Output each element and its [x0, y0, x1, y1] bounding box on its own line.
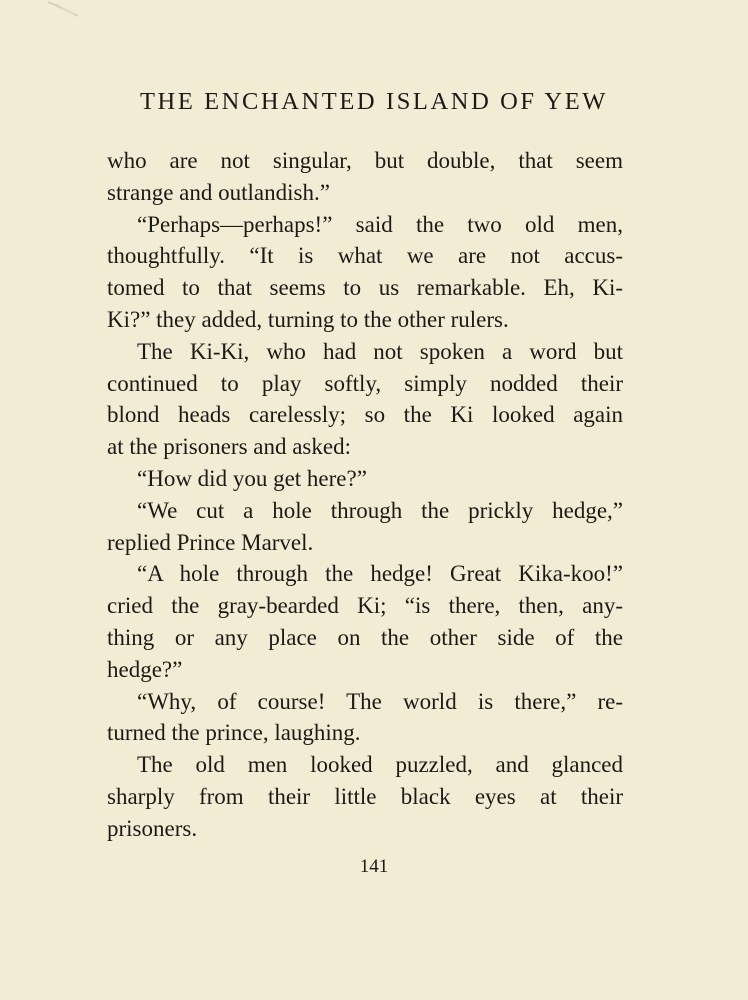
- text-line: tomed to that seems to us remarkable. Eh, Ki-: [107, 275, 623, 301]
- text-line: sharply from their little black eyes at their: [107, 783, 623, 809]
- text-line: “Why, of course! The world is there,” re-: [137, 688, 623, 714]
- text-line: who are not singular, but double, that seem: [107, 148, 623, 173]
- text-line: turned the prince, laughing.: [107, 720, 361, 746]
- text-line: “Perhaps—perhaps!” said the two old men,: [137, 211, 623, 237]
- text-line: cried the gray-bearded Ki; “is there, then, any-: [107, 593, 623, 619]
- text-line: “How did you get here?”: [137, 465, 367, 491]
- text-line: The Ki-Ki, who had not spoken a word but: [137, 338, 623, 364]
- page-number: 141: [359, 856, 389, 877]
- text-line: thoughtfully. “It is what we are not accus-: [107, 243, 623, 269]
- text-line: strange and outlandish.”: [107, 179, 330, 205]
- text-line: Ki?” they added, turning to the other rulers.: [107, 306, 509, 332]
- text-line: hedge?”: [107, 656, 183, 682]
- text-line: blond heads carelessly; so the Ki looked again: [107, 402, 623, 428]
- text-line: “A hole through the hedge! Great Kika-koo!”: [137, 561, 623, 587]
- text-line: thing or any place on the other side of the: [107, 624, 623, 650]
- text-line: replied Prince Marvel.: [107, 529, 314, 555]
- running-head: THE ENCHANTED ISLAND OF YEW: [139, 88, 609, 115]
- text-line: prisoners.: [107, 815, 198, 841]
- body-text: [107, 145, 623, 845]
- text-line: “We cut a hole through the prickly hedge,”: [137, 497, 623, 523]
- page-corner-mark: [0, 0, 90, 22]
- text-line: at the prisoners and asked:: [107, 434, 351, 460]
- text-line: The old men looked puzzled, and glanced: [137, 752, 623, 778]
- text-line: continued to play softly, simply nodded their: [107, 370, 623, 396]
